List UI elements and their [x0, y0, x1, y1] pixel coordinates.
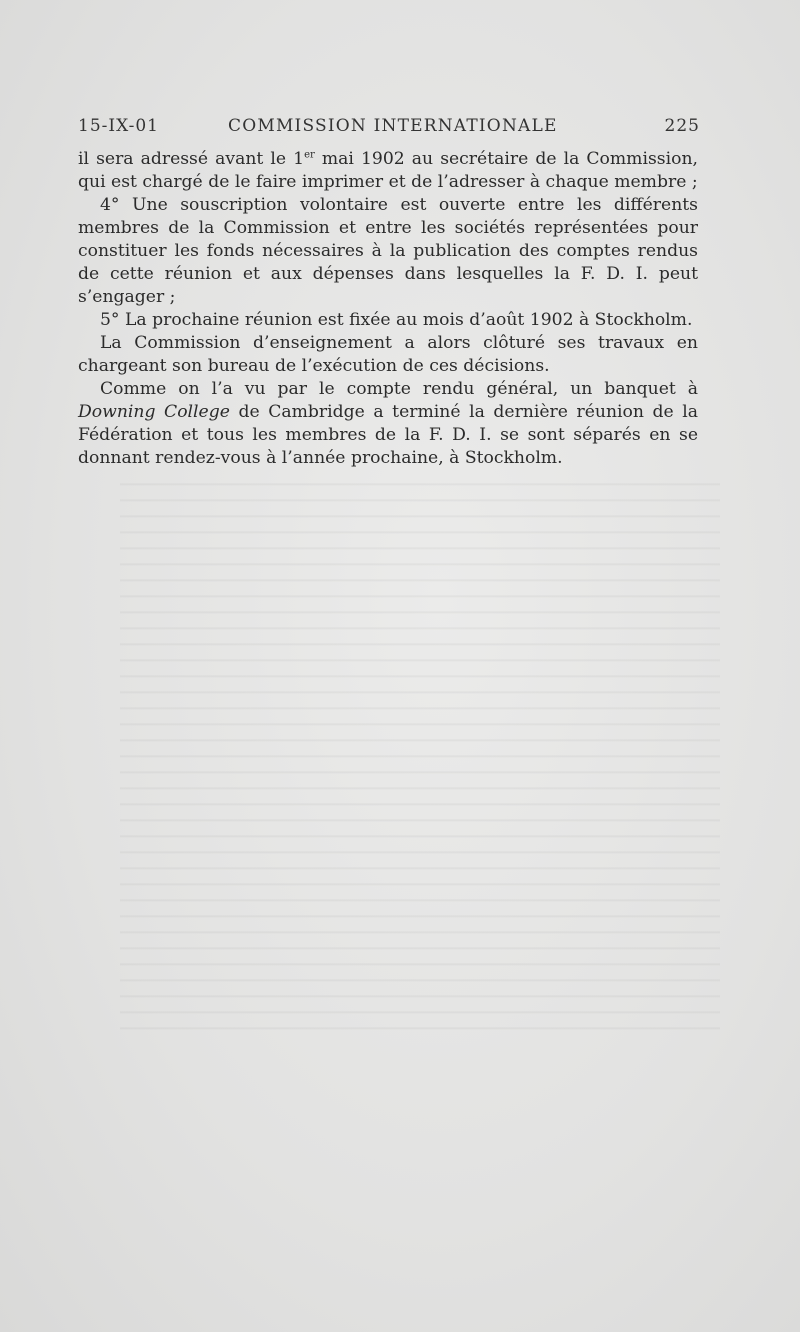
header-date: 15-IX-01	[78, 116, 159, 136]
college-name: Downing College	[78, 402, 230, 422]
body-text	[78, 148, 698, 470]
paragraph-1: il sera adressé avant le 1er mai 1902 au secrétaire de la Commission, qui est chargé de le faire imprimer et de l’adresser à chaque membre ;	[78, 149, 698, 192]
paragraph-3: 5° La prochaine réunion est fixée au mois d’août 1902 à Stockholm.	[100, 310, 693, 330]
running-header	[78, 116, 700, 142]
show-through-texture	[120, 470, 720, 1030]
page-number: 225	[664, 116, 700, 136]
paragraph-4: La Commission d’enseignement a alors clôturé ses travaux en chargeant son bureau de l’exécution de ces décisions.	[78, 333, 698, 376]
paragraph-2: 4° Une souscription volontaire est ouverte entre les différents membres de la Commission et entre les sociétés représentées pour constituer les fonds nécessaires à la publication des comptes rendus de cette réunion et aux dépenses dans lesquelles la F. D. I. peut s’engager ;	[78, 195, 698, 307]
header-title: COMMISSION INTERNATIONALE	[228, 116, 558, 136]
paragraph-5: Comme on l’a vu par le compte rendu général, un banquet à Downing College de Cambridge a terminé la dernière réunion de la Fédération et tous les membres de la F. D. I. se sont séparés en se donnant rendez-vous à l’année prochaine, à Stockholm.	[78, 379, 698, 468]
